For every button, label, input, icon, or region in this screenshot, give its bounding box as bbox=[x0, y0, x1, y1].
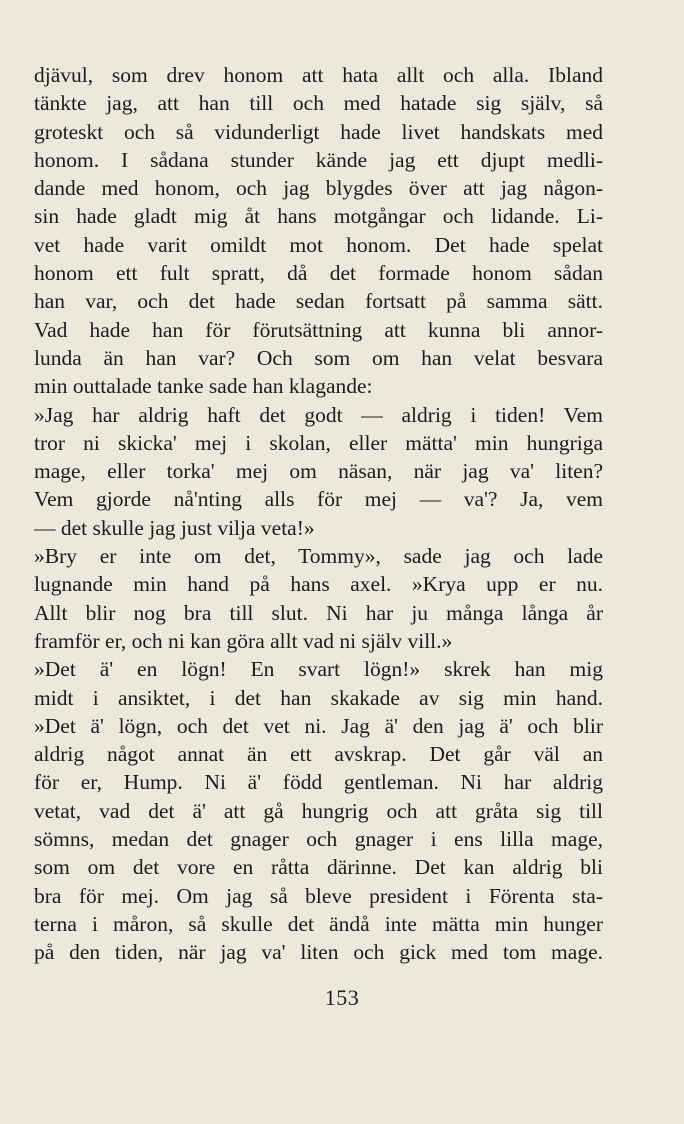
text-line: midt i ansiktet, i det han skakade av sig min hand. bbox=[34, 685, 603, 710]
text-line: min outtalade tanke sade han klagande: bbox=[34, 374, 373, 399]
text-line: vet hade varit omildt mot honom. Det hade spelat bbox=[34, 232, 603, 257]
text-line: framför er, och ni kan göra allt vad ni själv vill.» bbox=[34, 628, 453, 653]
text-line: aldrig något annat än ett avskrap. Det går väl an bbox=[34, 742, 603, 767]
text-line: som om det vore en råtta därinne. Det kan aldrig bli bbox=[34, 855, 603, 880]
text-line: vetat, vad det ä' att gå hungrig och att gråta sig till bbox=[34, 798, 603, 823]
text-line: »Det ä' lögn, och det vet ni. Jag ä' den jag ä' och blir bbox=[34, 713, 603, 738]
text-line: sömns, medan det gnager och gnager i ens lilla mage, bbox=[34, 827, 603, 852]
text-line: »Det ä' en lögn! En svart lögn!» skrek han mig bbox=[34, 657, 603, 682]
text-line: Vem gjorde nå'nting alls för mej — va'? Ja, vem bbox=[34, 487, 603, 512]
text-line: mage, eller torka' mej om näsan, när jag va' liten? bbox=[34, 459, 603, 484]
text-line: Vad hade han för förutsättning att kunna bli annor- bbox=[34, 317, 603, 342]
text-line: djävul, som drev honom att hata allt och alla. Ibland bbox=[34, 63, 603, 87]
text-line: på den tiden, när jag va' liten och gick med tom mage. bbox=[34, 940, 603, 965]
text-line: terna i måron, så skulle det ändå inte mätta min hunger bbox=[34, 911, 603, 936]
text-line: tänkte jag, att han till och med hatade sig själv, så bbox=[34, 91, 603, 116]
text-line: sin hade gladt mig åt hans motgångar och lidande. Li- bbox=[34, 204, 603, 229]
text-line: honom. I sådana stunder kände jag ett djupt medli- bbox=[34, 147, 603, 172]
page-number: 153 bbox=[324, 985, 360, 1010]
text-line: han var, och det hade sedan fortsatt på samma sätt. bbox=[34, 289, 603, 314]
text-line: bra för mej. Om jag så bleve president i Förenta sta- bbox=[34, 883, 603, 908]
text-line: groteskt och så vidunderligt hade livet handskats med bbox=[34, 119, 603, 144]
text-line: Allt blir nog bra till slut. Ni har ju många långa år bbox=[34, 600, 603, 625]
text-line: dande med honom, och jag blygdes över att jag någon- bbox=[34, 176, 603, 201]
body-text bbox=[34, 61, 603, 967]
text-line: »Bry er inte om det, Tommy», sade jag och lade bbox=[34, 544, 603, 569]
text-line: lugnande min hand på hans axel. »Krya upp er nu. bbox=[34, 572, 603, 597]
text-line: honom ett fult spratt, då det formade honom sådan bbox=[34, 261, 603, 286]
text-line: — det skulle jag just vilja veta!» bbox=[34, 515, 315, 540]
text-line: lunda än han var? Och som om han velat besvara bbox=[34, 345, 603, 370]
text-line: tror ni skicka' mej i skolan, eller mätta' min hungriga bbox=[34, 430, 603, 455]
text-line: »Jag har aldrig haft det godt — aldrig i tiden! Vem bbox=[34, 402, 603, 427]
text-line: för er, Hump. Ni ä' född gentleman. Ni har aldrig bbox=[34, 770, 603, 795]
